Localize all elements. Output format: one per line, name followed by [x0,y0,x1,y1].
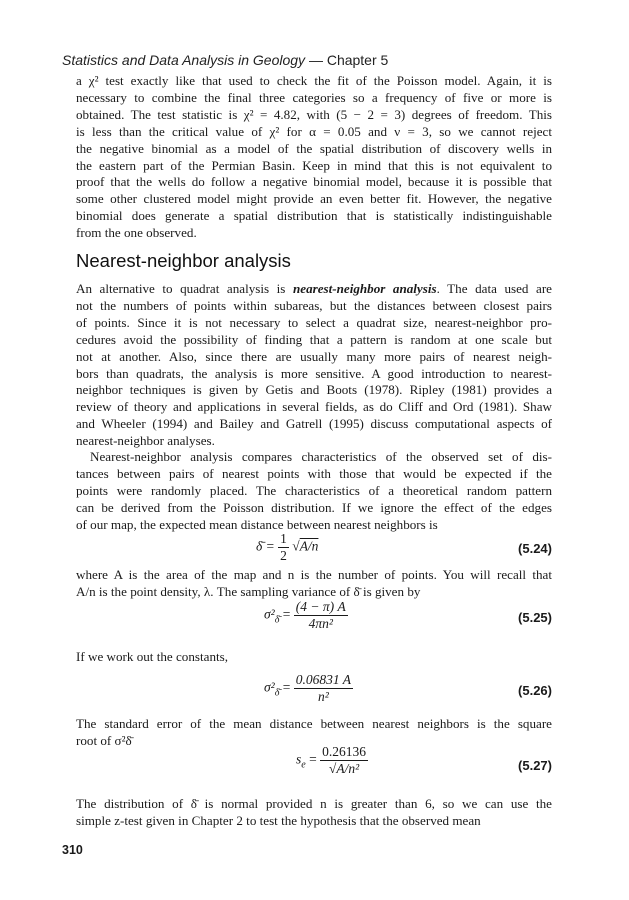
denominator: 4πn² [294,615,348,632]
text-line: necessary to combine the final three categories so a frequency of five or more is [76,89,552,105]
text-line: from the one observed. [76,225,197,241]
sigma-symbol: σ² [264,606,275,622]
text-line: root of σ²δ̄ [76,732,132,748]
equation-number: (5.25) [518,610,552,625]
lead-end-text: . The data used are [436,281,552,296]
chapter-label: — Chapter 5 [308,52,389,68]
text-line: some other clustered model might provide an even better fit. However, the negative [76,191,552,207]
text-line: Nearest-neighbor analysis compares characteristics of the observed set of dis- [90,449,552,464]
fraction [294,599,348,632]
radical-sign: √ [292,538,300,554]
book-title: Statistics and Data Analysis in Geology [62,52,306,68]
running-head [62,52,388,68]
equals-sign: = [282,606,291,622]
text-line: not at another. Also, since there are usually many more pairs of nearest neigh- [76,348,552,364]
numerator: 0.26136 [322,744,366,759]
s-symbol: s [296,751,302,767]
subscript: δ̄ [274,687,280,699]
numerator: (4 − π) A [295,599,346,614]
text-line: where A is the area of the map and n is the number of points. You will recall that [76,567,552,582]
page-number: 310 [62,843,83,857]
fraction [320,744,368,777]
term-emphasis: nearest-neighbor analysis [292,281,437,296]
paragraph-3 [76,449,552,534]
subscript: δ̄ [274,614,280,626]
equation-body [264,599,348,632]
text-line: the negative binomial as a model of the spatial distribution of discovery wells in [76,140,552,156]
radicand: A/n [299,538,319,554]
numerator: 0.06831 A [295,672,352,687]
denominator: 2 [280,548,287,563]
fraction [278,531,289,564]
paragraph-1 [76,73,552,242]
fraction [294,672,353,705]
text-line: proof that the wells do follow a negative binomial model, because it is possible that [76,174,552,190]
text-line: simple z-test given in Chapter 2 to test the hypothesis that the observed mean [76,812,481,828]
text-line: A/n is the point density, λ. The sampling variance of δ̄ is given by [76,583,421,599]
text-line: If we work out the constants, [76,649,228,664]
radical-sign: √ [328,761,337,776]
equation-body [256,531,318,564]
numerator: 1 [280,531,287,546]
text-line: of points. Since it is not necessary to select a quadrat size, nearest-neighbor pro- [76,314,552,330]
equation-number: (5.27) [518,758,552,773]
equation-5-26 [76,672,552,708]
text-line: review of theory and applications in several fields, as do Cliff and Ord (1981). Shaw [76,399,552,415]
text-line: a χ² test exactly like that used to check the fit of the Poisson model. Again, it is [76,73,552,88]
text-line: cedures avoid the possibility of finding that a pattern is random at one scale but [76,331,552,347]
equation-body [296,744,368,777]
equals-sign: = [309,751,317,767]
denominator: n² [294,688,353,705]
text-line: not the numbers of points within subareas, but the distances between closest pairs [76,297,552,313]
equals-sign: = [282,679,291,695]
text-after-5-27 [76,796,552,830]
lead-text: An alternative to quadrat analysis is [76,281,293,296]
equation-number: (5.24) [518,541,552,556]
section-heading: Nearest-neighbor analysis [76,250,291,271]
equation-body [264,672,353,705]
equation-5-24 [76,531,552,565]
equation-number: (5.26) [518,683,552,698]
sigma-symbol: σ² [264,679,275,695]
text-after-5-25 [76,649,552,666]
text-line: and Wheeler (1994) and Bailey and Gatrell (1995) discuss computational aspects of [76,416,552,432]
paragraph-2 [76,281,552,450]
text-line: bors than quadrats, the analysis is more sensitive. A good introduction to nearest- [76,365,552,381]
text-line: The distribution of δ̄ is normal provided n is greater than 6, so we can use the [76,796,552,811]
text-line: binomial does generate a spatial distribution that is statistically indistinguishable [76,208,552,224]
text-line [76,281,552,298]
equation-5-25 [76,599,552,635]
text-line: of our map, the expected mean distance between nearest neighbors is [76,516,438,532]
text-line: the eastern part of the Permian Basin. Keep in mind that this is not equivalent to [76,157,552,173]
text-line: is less than the critical value of χ² for α = 0.05 and ν = 3, so we cannot reject [76,123,552,139]
text-after-5-24 [76,567,552,601]
text-line: can be derived from the Poisson distribution. If we ignore the effect of the edges [76,499,552,515]
subscript: e [301,759,306,771]
text-line: obtained. The test statistic is χ² = 4.82, with (5 − 2 = 3) degrees of freedom. This [76,106,552,122]
text-line: tances between pairs of nearest points with those that would be expected if the [76,465,552,481]
equation-lhs: δ̄ = [256,538,275,554]
text-line: neighbor techniques is given by Getis and Boots (1978). Ripley (1981) provides a [76,382,552,398]
text-line: points were randomly placed. The characteristics of a theoretical random pattern [76,482,552,498]
radicand: A/n² [336,761,360,776]
text-line: The standard error of the mean distance between nearest neighbors is the square [76,716,552,731]
denominator [320,760,368,777]
equation-5-27 [76,744,552,788]
text-line: nearest-neighbor analyses. [76,433,215,449]
